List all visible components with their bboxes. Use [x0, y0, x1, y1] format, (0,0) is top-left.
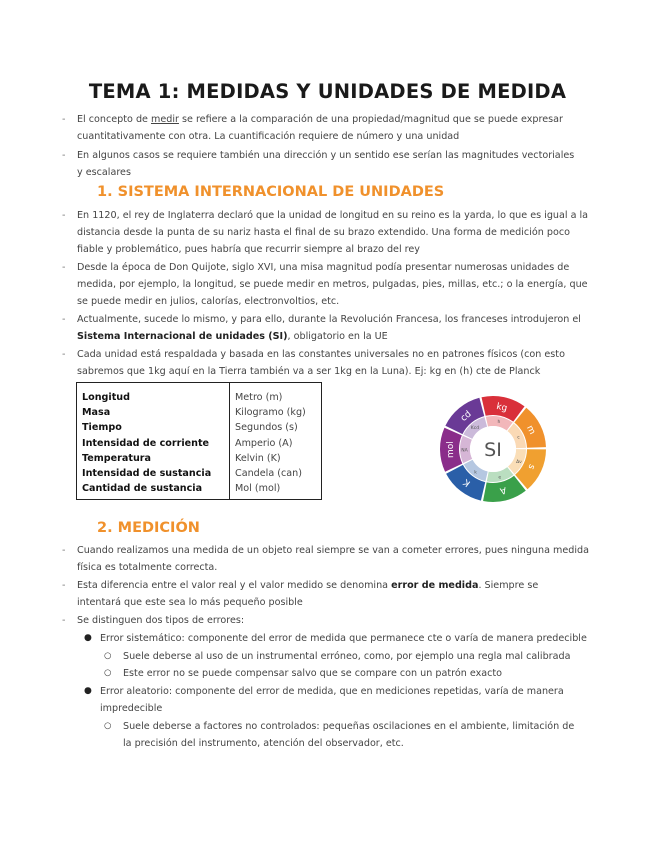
si-units-wheel-image	[438, 394, 548, 504]
unit-cell: Candela (can)	[235, 468, 302, 480]
wheel-unit-label: s	[525, 462, 537, 471]
wheel-constant-label: h	[497, 420, 501, 426]
s1-bullet-3-line-1: Actualmente, sucede lo mismo, y para ello, durante la Revolución Francesa, los franceses introdujeron el	[77, 314, 581, 325]
systematic-error-line: Error sistemático: componente del error de medida que permanece cte o varía de manera predecible	[100, 633, 587, 644]
quantity-cell: Longitud	[82, 392, 130, 403]
units-column	[230, 383, 322, 500]
random-error-line-1: Error aleatorio: componente del error de medida, que en mediciones repetidas, varía de manera	[100, 686, 564, 697]
intro-bullet-2-line-1: En algunos casos se requiere también una dirección y un sentido ese serían las magnitudes vectoriales	[77, 150, 575, 161]
random-cause-line-2: la precisión del instrumento, atención del observador, etc.	[123, 738, 404, 749]
random-error-line-2: impredecible	[100, 703, 163, 714]
s1-bullet-4-line-2: sabremos que 1kg aquí en la Tierra también va a ser 1kg en la Luna). Ej: kg en (h) cte de Planck	[77, 366, 541, 377]
quantities-column	[77, 383, 230, 500]
bullet-marker: ●	[84, 633, 92, 643]
s2-bullet-1-line-1: Cuando realizamos una medida de un objeto real siempre se van a cometer errores, pues ninguna medida	[77, 545, 589, 556]
s1-bullet-1-line-2: distancia desde la punta de su nariz hasta el final de su brazo extendido. Una forma de medición poco	[77, 227, 570, 238]
si-units-table	[76, 382, 322, 500]
dash-marker: -	[62, 262, 66, 273]
text: . Siempre se	[478, 580, 539, 591]
circle-marker: ○	[104, 721, 112, 731]
s1-bullet-3-line-2	[77, 331, 388, 343]
circle-marker: ○	[104, 668, 112, 678]
s1-bullet-2-line-1: Desde la época de Don Quijote, siglo XVI, una misa magnitud podía presentar numerosas unidades de	[77, 262, 570, 273]
dash-marker: -	[62, 545, 66, 556]
wheel-unit-label: m	[524, 424, 537, 437]
bullet-marker: ●	[84, 686, 92, 696]
dash-marker: -	[62, 210, 66, 221]
section-2-heading: 2. MEDICIÓN	[97, 520, 200, 536]
wheel-constant-label: e	[498, 475, 502, 481]
text: , obligatorio en la UE	[287, 331, 388, 342]
systematic-compensation-line: Este error no se puede compensar salvo que se compare con un patrón exacto	[123, 668, 503, 679]
s1-bullet-2-line-3: se puede medir en julios, calorías, electronvoltios, etc.	[77, 296, 340, 307]
wheel-unit-label: K	[461, 476, 473, 488]
section-1-heading: 1. SISTEMA INTERNACIONAL DE UNIDADES	[97, 184, 445, 200]
wheel-unit-label: mol	[445, 441, 457, 459]
si-term: Sistema Internacional de unidades (SI)	[77, 331, 288, 342]
unit-cell: Amperio (A)	[235, 437, 293, 449]
wheel-constant-label: NA	[461, 448, 468, 454]
intro-bullet-1-line-1	[77, 114, 563, 126]
text: El concepto de	[77, 114, 151, 125]
s2-bullet-2-line-1	[77, 580, 538, 592]
s2-bullet-3-line-1: Se distinguen dos tipos de errores:	[77, 615, 245, 626]
circle-marker: ○	[104, 651, 112, 661]
wheel-constant-label: k	[474, 470, 477, 476]
quantity-cell: Masa	[82, 407, 111, 419]
wheel-center-label: SI	[484, 439, 502, 461]
quantity-cell: Intensidad de sustancia	[82, 468, 212, 480]
intro-bullet-1-line-2: cuantitativamente con otra. La cuantificación requiere de número y una unidad	[77, 131, 460, 142]
s2-bullet-1-line-2: física es totalmente correcta.	[77, 562, 218, 573]
unit-cell: Kilogramo (kg)	[235, 407, 306, 419]
wheel-unit-label: cd	[459, 409, 474, 424]
s1-bullet-2-line-2: medida, por ejemplo, la longitud, se puede medir en metros, pulgadas, pies, millas, etc.; o la energía, que	[77, 279, 588, 290]
error-de-medida-term: error de medida	[391, 580, 479, 591]
s1-bullet-1-line-3: fiable y problemático, pues habría que recurrir siempre al brazo del rey	[77, 244, 420, 255]
wheel-unit-label: kg	[495, 401, 509, 414]
s1-bullet-4-line-1: Cada unidad está respaldada y basada en las constantes universales no en patrones físicos (con esto	[77, 349, 565, 360]
dash-marker: -	[62, 615, 66, 626]
dash-marker: -	[62, 580, 66, 591]
table-row	[77, 383, 322, 500]
dash-marker: -	[62, 349, 66, 360]
unit-cell: Metro (m)	[235, 392, 283, 403]
wheel-unit-label: A	[498, 484, 508, 496]
quantity-cell: Cantidad de sustancia	[82, 483, 203, 495]
dash-marker: -	[62, 114, 66, 125]
random-cause-line-1: Suele deberse a factores no controlados: pequeñas oscilaciones en el ambiente, limitación de	[123, 721, 575, 732]
unit-cell: Kelvin (K)	[235, 452, 281, 464]
quantity-cell: Tiempo	[82, 422, 122, 434]
text: se refiere a la comparación de una propiedad/magnitud que se puede expresar	[178, 114, 563, 125]
document-title: TEMA 1: MEDIDAS Y UNIDADES DE MEDIDA	[88, 80, 567, 103]
unit-cell: Mol (mol)	[235, 483, 281, 495]
text: Esta diferencia entre el valor real y el valor medido se denomina	[77, 580, 392, 591]
wheel-constant-label: Kcd	[470, 425, 480, 431]
dash-marker: -	[62, 150, 66, 161]
dash-marker: -	[62, 314, 66, 325]
medir-link[interactable]: medir	[151, 114, 179, 125]
quantity-cell: Intensidad de corriente	[82, 437, 210, 449]
s2-bullet-2-line-2: intentará que este sea lo más pequeño posible	[77, 597, 303, 608]
quantity-cell: Temperatura	[82, 452, 151, 464]
unit-cell: Segundos (s)	[235, 422, 298, 434]
intro-bullet-2-line-2: y escalares	[77, 167, 131, 178]
systematic-cause-line: Suele deberse al uso de un instrumental erróneo, como, por ejemplo una regla mal calibrada	[123, 651, 571, 662]
s1-bullet-1-line-1: En 1120, el rey de Inglaterra declaró que la unidad de longitud en su reino es la yarda, lo que es igual a la	[77, 210, 589, 221]
wheel-constant-label: c	[517, 435, 520, 441]
wheel-constant-label: Δν	[516, 459, 522, 465]
